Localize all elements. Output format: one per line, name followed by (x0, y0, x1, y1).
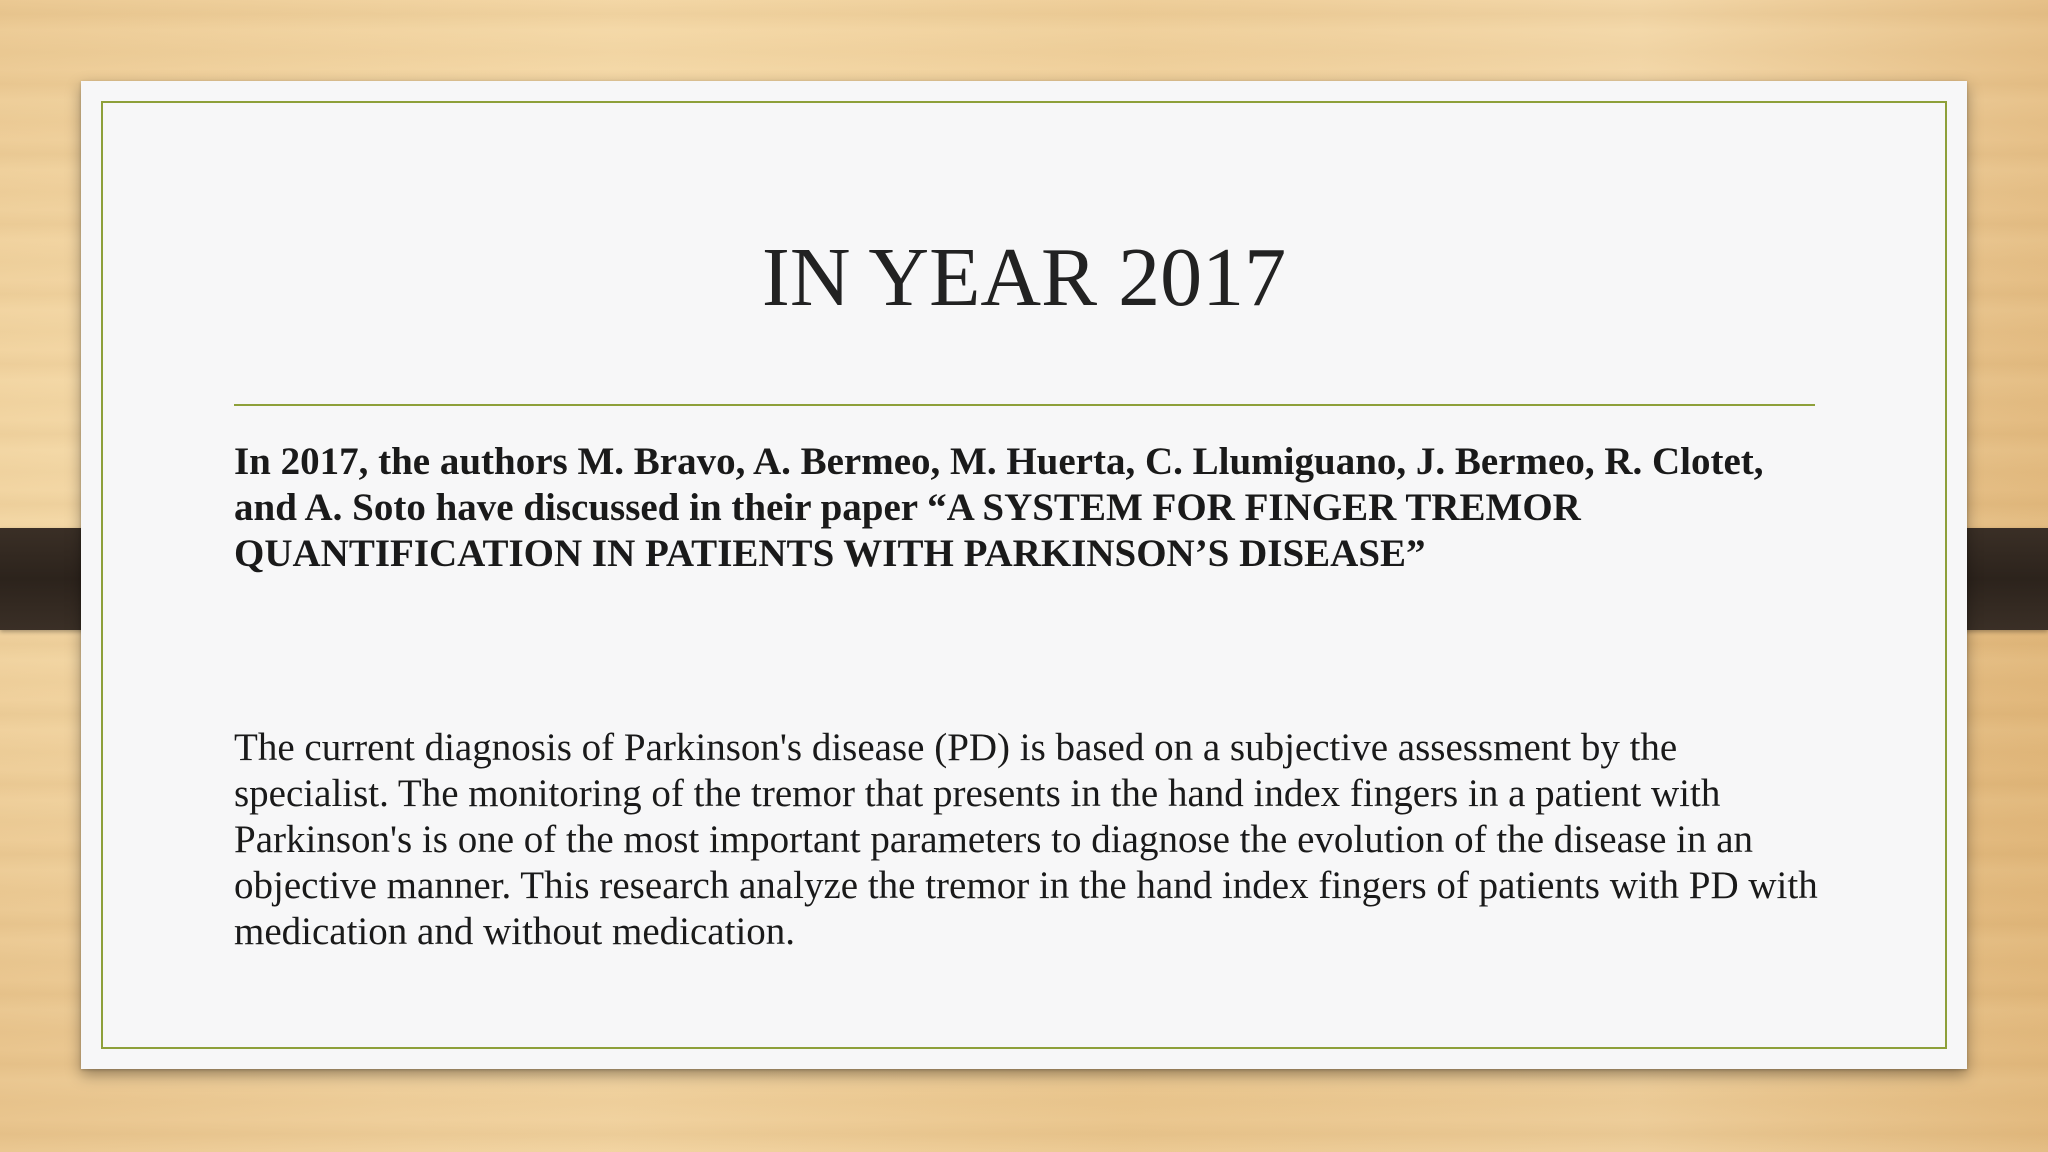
title-divider (234, 404, 1815, 406)
slide-card (81, 81, 1967, 1069)
body-paragraph: The current diagnosis of Parkinson's disease (PD) is based on a subjective assessment by the specialist. The monitoring of the tremor that presents in the hand index fingers in a patient with Parkinson's is one of the most important parameters to diagnose the evolution of the disease in an objective manner. This research analyze the tremor in the hand index fingers of patients with PD with medication and without medication. (234, 726, 1818, 953)
slide-title: IN YEAR 2017 (761, 231, 1287, 324)
lead-paragraph: In 2017, the authors M. Bravo, A. Bermeo, M. Huerta, C. Llumiguano, J. Bermeo, R. Clotet, and A. Soto have discussed in their paper “A SYSTEM FOR FINGER TREMOR QUANTIFICATION IN PATIENTS WITH PARKINSON’S DISEASE” (234, 440, 1764, 575)
